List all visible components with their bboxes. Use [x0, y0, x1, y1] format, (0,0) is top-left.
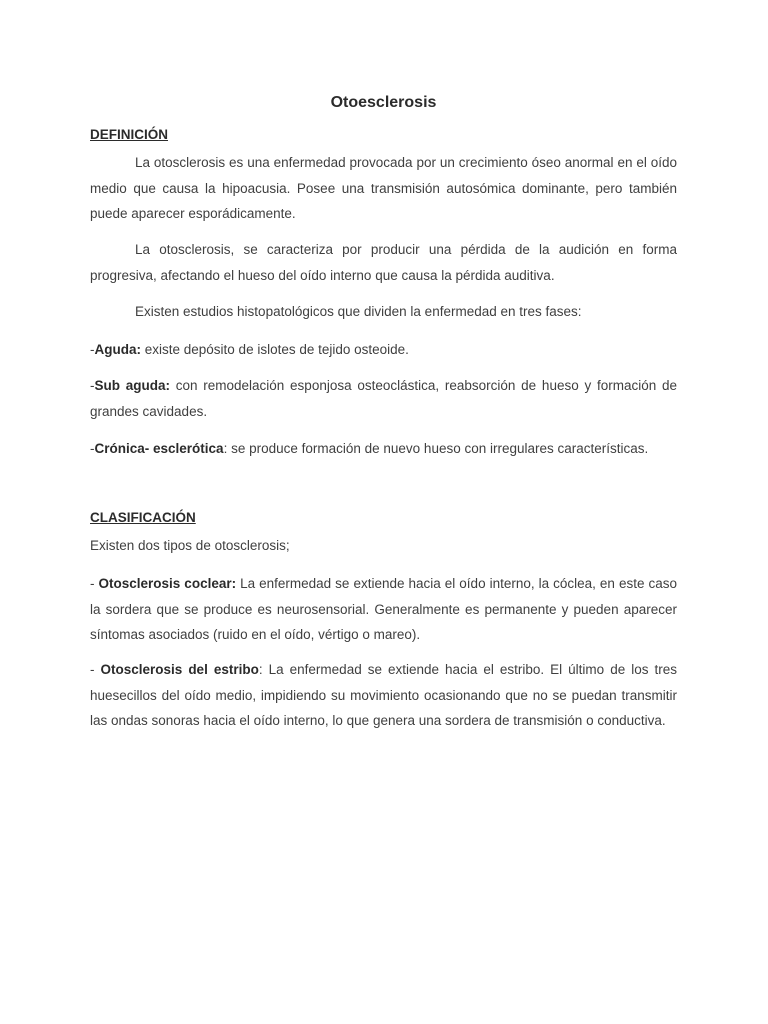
paragraph-definicion-3: Existen estudios histopatológicos que dividen la enfermedad en tres fases:: [135, 304, 582, 319]
list-item-fase-sub-aguda: [90, 373, 677, 424]
paragraph-definicion-1: La otosclerosis es una enfermedad provocada por un crecimiento óseo anormal en el oído medio que causa la hipoacusia. Posee una transmisión autosómica dominante, pero también puede aparecer esporádicamente.: [90, 155, 677, 221]
list-item-tipo-coclear: [90, 571, 677, 648]
document-page: [90, 0, 677, 1024]
list-item-text: con remodelación esponjosa osteoclástica, reabsorción de hueso y formación de grandes cavidades.: [90, 378, 677, 419]
paragraph-clasificacion-intro: Existen dos tipos de otosclerosis;: [90, 538, 290, 553]
list-item-prefix: -: [90, 576, 99, 591]
page-title: Otoesclerosis: [330, 94, 437, 111]
list-item-text: : La enfermedad se extiende hacia el estribo. El último de los tres huesecillos del oído medio, impidiendo su movimiento ocasionando que no se puedan transmitir las ondas sonoras hacia el oído interno, lo que genera una sordera de transmisión o conductiva.: [90, 662, 678, 728]
list-item-term: Aguda:: [94, 342, 141, 357]
list-item-tipo-estribo: [90, 657, 677, 734]
list-item-fase-aguda: [90, 337, 677, 363]
list-item-term: Sub aguda:: [94, 378, 170, 393]
section-heading-definicion: DEFINICIÓN: [90, 127, 169, 142]
paragraph-definicion-2: La otosclerosis, se caracteriza por producir una pérdida de la audición en forma progresiva, afectando el hueso del oído interno que causa la pérdida auditiva.: [90, 242, 677, 283]
list-item-prefix: -: [90, 662, 101, 677]
list-item-term: Otosclerosis coclear:: [98, 576, 237, 591]
list-item-fase-cronica: [90, 436, 677, 462]
list-item-text: existe depósito de islotes de tejido osteoide.: [141, 342, 409, 357]
list-item-term: Crónica- esclerótica: [94, 441, 224, 456]
section-heading-clasificacion: CLASIFICACIÓN: [90, 510, 196, 525]
list-item-prefix: -: [90, 378, 95, 393]
list-item-text: La enfermedad se extiende hacia el oído interno, la cóclea, en este caso la sordera que se produce es neurosensorial. Generalmente es permanente y pueden aparecer síntomas asociados (ruido en el oído, vértigo o mareo).: [90, 576, 677, 642]
list-item-text: : se produce formación de nuevo hueso con irregulares características.: [223, 441, 649, 456]
list-item-prefix: -: [90, 441, 95, 456]
list-item-term: Otosclerosis del estribo: [100, 662, 259, 677]
list-item-prefix: -: [90, 342, 95, 357]
